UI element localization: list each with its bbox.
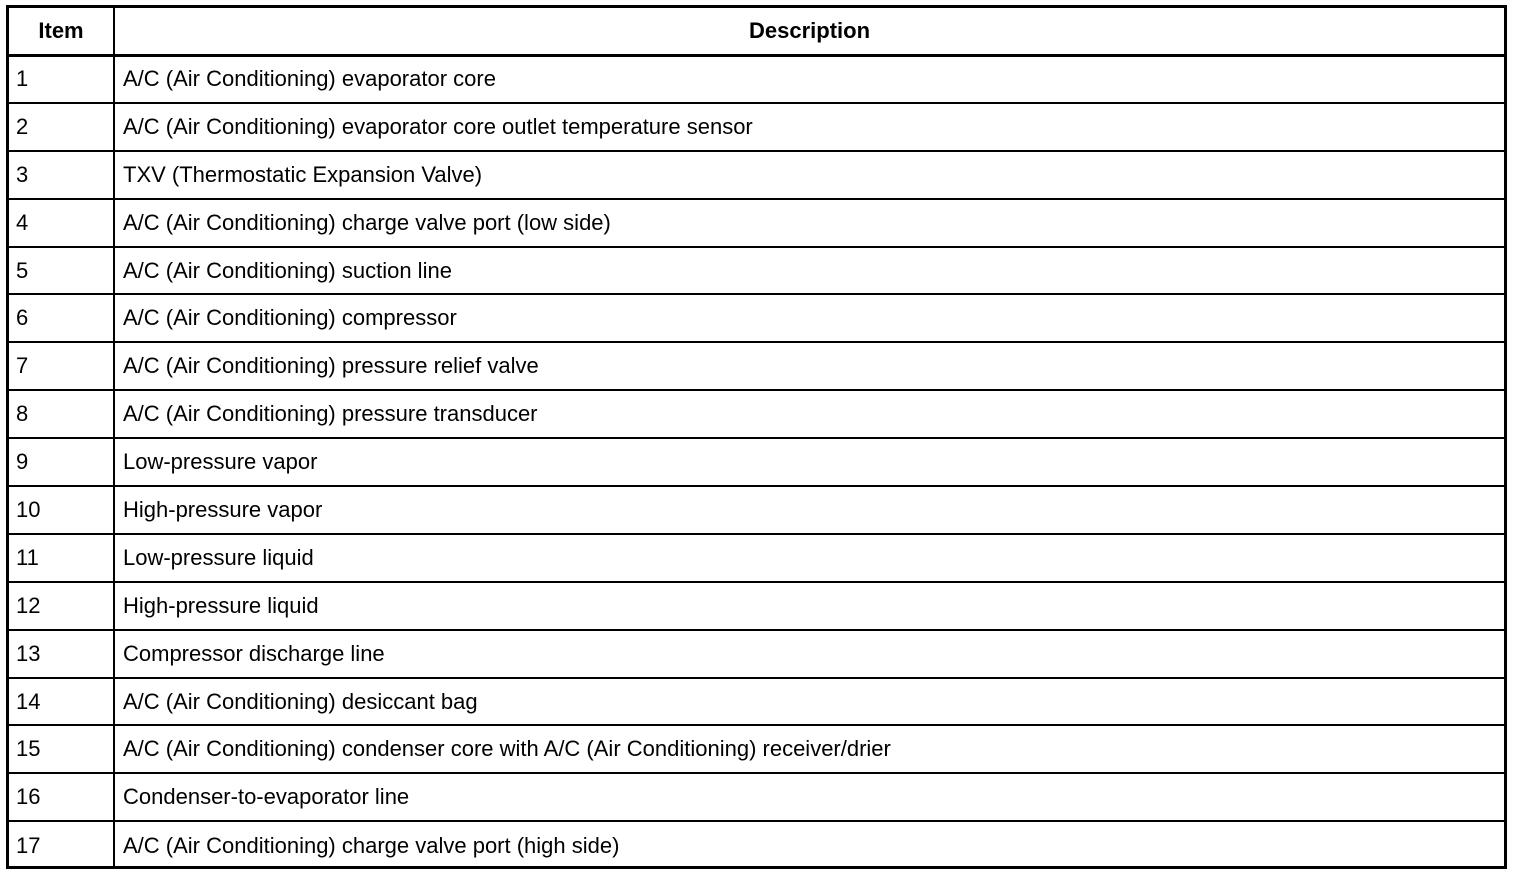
- item-number-cell: 13: [9, 630, 114, 678]
- item-number-cell: 15: [9, 725, 114, 773]
- table-row: [9, 773, 1504, 821]
- item-description-cell: High-pressure liquid: [114, 582, 1504, 630]
- table-row: [9, 678, 1504, 726]
- item-description-cell: A/C (Air Conditioning) pressure relief valve: [114, 342, 1504, 390]
- item-description-cell: A/C (Air Conditioning) compressor: [114, 294, 1504, 342]
- item-description-cell: A/C (Air Conditioning) charge valve port (high side): [114, 821, 1504, 869]
- table-row: [9, 486, 1504, 534]
- item-description-cell: TXV (Thermostatic Expansion Valve): [114, 151, 1504, 199]
- item-number-cell: 12: [9, 582, 114, 630]
- table-row: [9, 725, 1504, 773]
- item-description-cell: A/C (Air Conditioning) desiccant bag: [114, 678, 1504, 726]
- item-number-cell: 4: [9, 199, 114, 247]
- table-row: [9, 342, 1504, 390]
- item-number-cell: 6: [9, 294, 114, 342]
- table-body: [9, 55, 1504, 869]
- item-number-cell: 10: [9, 486, 114, 534]
- table-header-row: [9, 8, 1504, 55]
- item-description-cell: A/C (Air Conditioning) charge valve port (low side): [114, 199, 1504, 247]
- item-description-cell: Low-pressure liquid: [114, 534, 1504, 582]
- table-row: [9, 294, 1504, 342]
- item-description-cell: High-pressure vapor: [114, 486, 1504, 534]
- item-description-cell: A/C (Air Conditioning) suction line: [114, 247, 1504, 295]
- item-description-cell: Compressor discharge line: [114, 630, 1504, 678]
- item-number-cell: 1: [9, 55, 114, 103]
- item-description-cell: A/C (Air Conditioning) pressure transducer: [114, 390, 1504, 438]
- table-row: [9, 103, 1504, 151]
- item-number-cell: 7: [9, 342, 114, 390]
- item-number-cell: 2: [9, 103, 114, 151]
- table-row: [9, 630, 1504, 678]
- item-number-cell: 17: [16, 832, 41, 858]
- item-description-cell: Condenser-to-evaporator line: [114, 773, 1504, 821]
- table-row: [9, 55, 1504, 103]
- item-number-cell: 9: [9, 438, 114, 486]
- item-number-cell: 14: [9, 678, 114, 726]
- item-description-cell: Low-pressure vapor: [114, 438, 1504, 486]
- item-description-cell: A/C (Air Conditioning) condenser core with A/C (Air Conditioning) receiver/drier: [114, 725, 1504, 773]
- parts-legend-table-container: [6, 5, 1507, 869]
- column-header-item: Item: [9, 8, 114, 55]
- table-row: [9, 390, 1504, 438]
- table-row: [9, 438, 1504, 486]
- item-number-cell: 8: [9, 390, 114, 438]
- item-description-cell: A/C (Air Conditioning) evaporator core: [114, 55, 1504, 103]
- table-row: [9, 199, 1504, 247]
- item-description-cell: A/C (Air Conditioning) evaporator core outlet temperature sensor: [114, 103, 1504, 151]
- item-number-cell: 11: [9, 534, 114, 582]
- parts-legend-table: [9, 8, 1504, 869]
- table-row: [9, 151, 1504, 199]
- item-number-cell: 3: [9, 151, 114, 199]
- table-row: [9, 582, 1504, 630]
- table-row: [9, 821, 1504, 869]
- table-row: [9, 247, 1504, 295]
- item-number-cell: 16: [9, 773, 114, 821]
- item-number-cell: 5: [9, 247, 114, 295]
- column-header-description: Description: [114, 8, 1504, 55]
- table-row: [9, 534, 1504, 582]
